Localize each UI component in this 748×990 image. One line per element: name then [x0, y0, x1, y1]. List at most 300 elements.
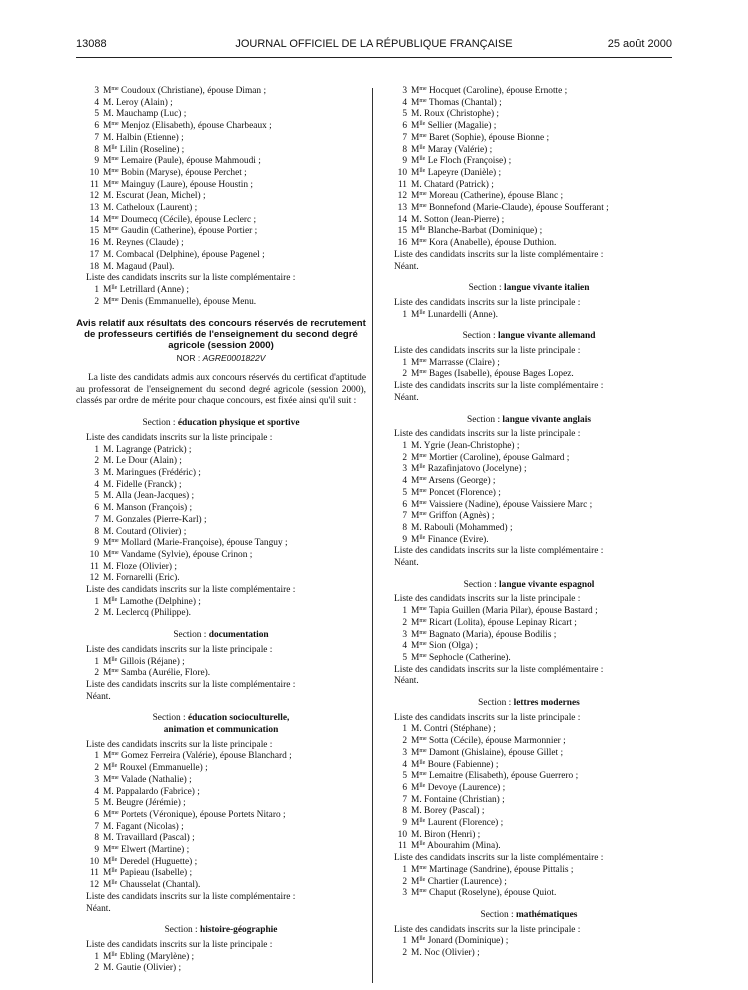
rank-number: 8: [402, 522, 407, 533]
civility-suffix: lle: [419, 464, 426, 471]
complementary-list-heading: Liste des candidats inscrits sur la liste complémentaire :: [394, 853, 604, 864]
complementary-list-heading: Liste des candidats inscrits sur la liste complémentaire :: [86, 891, 296, 902]
intro-paragraph: La liste des candidats admis aux concours réservés du certificat d'aptitude au professorat de l'enseignement du second degré agricole (session 2000), classés par ordre de mérite pour chaque concours, est fixée ainsi qu'il suit :: [76, 373, 366, 407]
candidate-row: [76, 262, 366, 274]
civility: M: [411, 452, 420, 463]
civility: M.: [103, 491, 114, 502]
candidate-name: Lamothe (Delphine) ;: [119, 596, 201, 607]
candidate-name: Sion (Olga) ;: [429, 641, 478, 652]
civility-suffix: me: [419, 606, 427, 613]
candidate-name: Escurat (Jean, Michel) ;: [116, 191, 206, 202]
candidate-row: [384, 618, 674, 630]
candidate-row: [76, 751, 366, 763]
section-label: Section :: [468, 283, 502, 294]
candidate-row: [384, 724, 674, 736]
candidate-row: [76, 668, 366, 680]
rank-number: 6: [94, 503, 99, 514]
neant-text: Néant.: [394, 261, 419, 272]
civility: M: [411, 226, 420, 237]
candidate-row: [384, 511, 674, 523]
candidate-name: Halbin (Etienne) ;: [116, 132, 184, 143]
civility: M: [103, 284, 112, 295]
main-list-heading: Liste des candidats inscrits sur la liste principale :: [394, 297, 581, 308]
candidate-name: Samba (Aurélie, Flore).: [121, 668, 211, 679]
civility: M.: [103, 97, 114, 108]
candidate-name: Denis (Emmanuelle), épouse Menu.: [121, 296, 257, 307]
civility: M.: [103, 109, 114, 120]
candidate-row: [384, 936, 674, 948]
civility: M: [411, 132, 420, 143]
rank-number: 2: [402, 876, 407, 887]
section-heading: [76, 713, 366, 736]
candidate-name: Lemaitre (Elisabeth), épouse Guerrero ;: [429, 771, 579, 782]
civility: M: [103, 144, 112, 155]
main-list-heading: Liste des candidats inscrits sur la liste principale :: [86, 739, 273, 750]
rank-number: 4: [402, 476, 407, 487]
candidate-row: [76, 538, 366, 550]
civility-suffix: me: [419, 499, 427, 506]
candidate-name: Biron (Henri) ;: [424, 829, 481, 840]
rank-number: 4: [94, 97, 99, 108]
rank-number: 4: [94, 479, 99, 490]
page-number: 13088: [76, 38, 107, 50]
rank-number: 6: [402, 121, 407, 132]
civility: M.: [103, 503, 114, 514]
rank-number: 6: [94, 809, 99, 820]
complementary-row: [384, 865, 674, 877]
civility: M: [411, 841, 420, 852]
section-label: Section :: [164, 925, 198, 936]
candidate-name: Lagrange (Patrick) ;: [116, 444, 192, 455]
candidate-row: [384, 523, 674, 535]
candidate-row: [384, 203, 674, 215]
rank-number: 13: [397, 203, 407, 214]
section-heading: [384, 331, 674, 343]
civility-suffix: me: [419, 191, 427, 198]
civility: M.: [103, 786, 114, 797]
civility: M: [411, 629, 420, 640]
civility: M: [103, 167, 112, 178]
civility: M: [411, 156, 420, 167]
civility: M.: [103, 561, 114, 572]
main-list-heading: Liste des candidats inscrits sur la liste principale :: [394, 712, 581, 723]
candidate-row: [384, 238, 674, 250]
candidate-name: Boure (Fabienne) ;: [427, 759, 499, 770]
rank-number: 5: [402, 652, 407, 663]
rank-number: 12: [397, 191, 407, 202]
civility-suffix: lle: [419, 121, 426, 128]
candidate-name: Blanche-Barbat (Dominique) ;: [427, 226, 543, 237]
notice-title: Avis relatif aux résultats des concours réservés de recrutement de professeurs certifiés de l'enseignement du second degré agricole (session 2000): [76, 318, 366, 352]
candidate-name: Marrasse (Claire) ;: [429, 357, 500, 368]
candidate-row: [76, 822, 366, 834]
candidate-name: Chatard (Patrick) ;: [424, 179, 494, 190]
candidate-row: [76, 775, 366, 787]
civility-suffix: me: [419, 132, 427, 139]
candidate-name: Elwert (Martine) ;: [121, 845, 190, 856]
civility-suffix: me: [111, 86, 119, 92]
candidate-row: [384, 441, 674, 453]
section-heading: [384, 283, 674, 295]
civility: M: [103, 809, 112, 820]
civility-suffix: me: [419, 652, 427, 659]
candidate-row: [384, 736, 674, 748]
candidate-row: [76, 787, 366, 799]
candidate-row: [76, 798, 366, 810]
rank-number: 5: [402, 109, 407, 120]
rank-number: 14: [89, 214, 99, 225]
civility-suffix: lle: [111, 763, 118, 770]
civility: M: [411, 771, 420, 782]
civility: M: [411, 511, 420, 522]
candidate-row: [76, 180, 366, 192]
civility: M: [103, 868, 112, 879]
complementary-list-heading: Liste des candidats inscrits sur la liste complémentaire :: [394, 249, 604, 260]
candidate-name: Maringues (Frédéric) ;: [116, 467, 201, 478]
civility: M: [103, 774, 112, 785]
candidate-name: Gillois (Réjane) ;: [119, 656, 185, 667]
section-name: mathématiques: [515, 910, 578, 920]
candidate-row: [76, 527, 366, 539]
main-list-heading: Liste des candidats inscrits sur la liste principale :: [86, 432, 273, 443]
nor-code: AGRE0001822V: [202, 353, 266, 364]
civility: M.: [103, 444, 114, 455]
complementary-list-heading: Liste des candidats inscrits sur la liste complémentaire :: [394, 546, 604, 557]
civility: M: [411, 818, 420, 829]
candidate-name: Le Dour (Alain) ;: [116, 456, 182, 467]
civility-suffix: me: [111, 179, 119, 186]
candidate-name: Tapia Guillen (Maria Pilar), épouse Bastard ;: [428, 606, 598, 617]
candidate-row: [384, 806, 674, 818]
civility: M: [103, 668, 112, 679]
civility: M: [411, 747, 420, 758]
civility: M: [411, 759, 420, 770]
civility-suffix: lle: [419, 782, 426, 789]
civility-suffix: me: [111, 751, 119, 758]
candidate-row: [384, 653, 674, 665]
rank-number: 7: [402, 794, 407, 805]
civility-suffix: me: [419, 452, 427, 459]
candidate-name: Valade (Nathalie) ;: [120, 774, 192, 785]
civility-suffix: lle: [419, 876, 426, 883]
civility: M.: [103, 573, 114, 584]
civility: M: [411, 369, 420, 380]
civility: M: [103, 156, 112, 167]
rank-number: 1: [94, 444, 99, 455]
candidate-row: [384, 98, 674, 110]
candidate-row: [76, 86, 366, 98]
candidate-row: [76, 573, 366, 585]
civility-suffix: me: [419, 238, 427, 245]
section-label: Section :: [152, 713, 186, 724]
civility-suffix: me: [111, 538, 119, 545]
rank-number: 7: [402, 132, 407, 143]
civility-suffix: me: [419, 97, 427, 104]
candidate-name: Gonzales (Pierre-Karl) ;: [116, 514, 207, 525]
candidate-name: Chartier (Laurence) ;: [427, 876, 507, 887]
rank-number: 3: [402, 464, 407, 475]
candidate-name: Papieau (Isabelle) ;: [119, 868, 193, 879]
civility-suffix: me: [419, 86, 427, 92]
rank-number: 2: [402, 617, 407, 628]
neant-text: Néant.: [394, 392, 419, 403]
civility-suffix: lle: [111, 856, 118, 863]
civility: M: [103, 179, 112, 190]
civility: M.: [411, 214, 422, 225]
rank-number: 1: [402, 606, 407, 617]
candidate-row: [76, 952, 366, 964]
candidate-name: Griffon (Agnès) ;: [429, 511, 495, 522]
main-list-heading: Liste des candidats inscrits sur la liste principale :: [394, 924, 581, 935]
candidate-name: Pappalardo (Fabrice) ;: [116, 786, 200, 797]
civility: M: [411, 617, 420, 628]
candidate-name: Leroy (Alain) ;: [116, 97, 173, 108]
rank-number: 5: [402, 487, 407, 498]
candidate-row: [384, 535, 674, 547]
candidate-name: Reynes (Claude) ;: [116, 238, 184, 249]
civility: M.: [103, 261, 114, 272]
candidate-row: [384, 500, 674, 512]
civility: M.: [411, 829, 422, 840]
civility-suffix: me: [419, 641, 427, 648]
civility-suffix: me: [419, 771, 427, 778]
rank-number: 17: [89, 249, 99, 260]
civility-suffix: me: [111, 296, 119, 303]
section-heading: [76, 925, 366, 937]
civility: M.: [103, 467, 114, 478]
civility: M: [411, 888, 420, 899]
rank-number: 1: [402, 440, 407, 451]
candidate-row: [384, 771, 674, 783]
candidate-row: [76, 491, 366, 503]
candidate-name: Gomez Ferreira (Valérie), épouse Blanchard ;: [121, 751, 292, 762]
section-name: langue vivante italien: [504, 283, 590, 294]
civility: M.: [103, 132, 114, 143]
rank-number: 9: [402, 156, 407, 167]
candidate-row: [384, 630, 674, 642]
civility: M: [411, 641, 420, 652]
civility-suffix: me: [419, 736, 427, 743]
civility-suffix: me: [419, 203, 427, 210]
civility: M: [103, 845, 112, 856]
main-list-heading: Liste des candidats inscrits sur la liste principale :: [86, 644, 273, 655]
rank-number: 6: [94, 121, 99, 132]
civility-suffix: lle: [111, 951, 118, 958]
rank-number: 4: [402, 759, 407, 770]
candidate-name: Deredel (Huguette) ;: [119, 856, 198, 867]
civility: M: [411, 97, 420, 108]
civility: M: [103, 596, 112, 607]
rank-number: 3: [94, 467, 99, 478]
candidate-row: [76, 810, 366, 822]
complementary-row: [76, 297, 366, 309]
candidate-name: Chausselat (Chantal).: [119, 880, 201, 891]
candidate-name: Leclercq (Philippe).: [116, 608, 191, 619]
rank-number: 4: [94, 786, 99, 797]
civility-suffix: me: [419, 511, 427, 518]
candidate-name: Sotta (Cécile), épouse Marmonnier ;: [429, 736, 566, 747]
candidate-name: Bonnefond (Marie-Claude), épouse Soufferant ;: [429, 203, 609, 214]
candidate-name: Catheloux (Laurent) ;: [116, 203, 198, 214]
section-name: éducation socioculturelle,: [188, 713, 290, 724]
rank-number: 16: [89, 238, 99, 249]
section-heading: [384, 580, 674, 592]
candidate-name: Travaillard (Pascal) ;: [115, 833, 195, 844]
candidate-row: [76, 550, 366, 562]
candidate-row: [384, 818, 674, 830]
rank-number: 8: [94, 833, 99, 844]
rank-number: 11: [89, 868, 99, 879]
candidate-row: [384, 215, 674, 227]
civility-suffix: me: [419, 888, 427, 895]
candidate-name: Roux (Christophe) ;: [424, 109, 500, 120]
civility: M: [103, 226, 112, 237]
candidate-row: [76, 868, 366, 880]
candidate-name: Letrillard (Anne) ;: [119, 284, 189, 295]
candidate-name: Fidelle (Franck) ;: [116, 479, 182, 490]
civility: M: [103, 121, 112, 132]
civility: M: [411, 203, 420, 214]
civility: M.: [103, 249, 114, 260]
civility-suffix: lle: [419, 144, 426, 151]
rank-number: 7: [94, 821, 99, 832]
rank-number: 6: [402, 782, 407, 793]
nor-label: NOR :: [176, 353, 201, 364]
candidate-name: Gaudin (Catherine), épouse Portier ;: [121, 226, 258, 237]
candidate-name: Damont (Ghislaine), épouse Gillet ;: [429, 747, 564, 758]
candidate-row: [384, 795, 674, 807]
candidate-name: Fornarelli (Eric).: [116, 573, 180, 584]
civility-suffix: me: [419, 747, 427, 754]
civility: M.: [103, 833, 114, 844]
rank-number: 3: [402, 86, 407, 96]
civility: M.: [103, 203, 114, 214]
rank-number: 11: [397, 841, 407, 852]
civility-suffix: me: [419, 476, 427, 483]
candidate-name: Manson (François) ;: [116, 503, 193, 514]
civility: M.: [411, 794, 422, 805]
civility-suffix: lle: [111, 656, 118, 663]
candidate-row: [76, 456, 366, 468]
civility-suffix: lle: [111, 284, 118, 291]
rank-number: 2: [402, 369, 407, 380]
civility: M: [411, 876, 420, 887]
civility-suffix: lle: [111, 868, 118, 875]
candidate-row: [384, 133, 674, 145]
rank-number: 18: [89, 261, 99, 272]
candidate-row: [384, 641, 674, 653]
candidate-name: Martinage (Sandrine), épouse Pittalis ;: [429, 864, 574, 875]
rank-number: 10: [397, 167, 407, 178]
candidate-name: Kora (Anabelle), épouse Duthion.: [429, 238, 557, 249]
candidate-name: Razafinjatovo (Jocelyne) ;: [427, 464, 527, 475]
civility: M: [411, 464, 420, 475]
civility-suffix: lle: [419, 759, 426, 766]
civility-suffix: me: [419, 369, 427, 376]
rank-number: 7: [94, 514, 99, 525]
candidate-row: [76, 133, 366, 145]
candidate-row: [384, 156, 674, 168]
civility: M: [103, 880, 112, 891]
section-label: Section :: [467, 414, 501, 425]
complementary-row: [384, 888, 674, 900]
candidate-name: Doumecq (Cécile), épouse Leclerc ;: [121, 214, 257, 225]
rank-number: 2: [94, 963, 99, 974]
candidate-name: Bages (Isabelle), épouse Bages Lopez.: [429, 369, 574, 380]
civility: M.: [103, 238, 114, 249]
section-name: langue vivante anglais: [502, 414, 591, 425]
section-label: Section :: [173, 630, 207, 641]
rank-number: 11: [89, 561, 99, 572]
civility: M: [411, 191, 420, 202]
rank-number: 8: [402, 144, 407, 155]
candidate-row: [384, 191, 674, 203]
candidate-row: [384, 226, 674, 238]
candidate-name: Ebling (Marylène) ;: [119, 951, 195, 962]
civility: M.: [103, 608, 114, 619]
rank-number: 1: [402, 936, 407, 947]
rank-number: 2: [94, 608, 99, 619]
rank-number: 12: [89, 573, 99, 584]
candidate-row: [384, 464, 674, 476]
civility-suffix: lle: [419, 156, 426, 163]
candidate-name: Hocquet (Caroline), épouse Ernotte ;: [429, 86, 568, 96]
candidate-row: [76, 657, 366, 669]
rank-number: 3: [94, 774, 99, 785]
section-heading: [76, 630, 366, 642]
rank-number: 10: [89, 167, 99, 178]
section-label: Section :: [462, 331, 496, 342]
civility: M: [103, 856, 112, 867]
candidate-row: [76, 845, 366, 857]
candidate-row: [384, 86, 674, 98]
candidate-row: [76, 168, 366, 180]
rank-number: 8: [94, 144, 99, 155]
rank-number: 9: [94, 845, 99, 856]
candidate-row: [384, 606, 674, 618]
civility: M: [103, 763, 112, 774]
candidate-name: Sellier (Magalie) ;: [427, 121, 497, 132]
civility: M.: [103, 514, 114, 525]
civility: M: [103, 951, 112, 962]
candidate-name: Portets (Véronique), épouse Portets Nitaro ;: [121, 809, 286, 820]
rank-number: 7: [94, 132, 99, 143]
civility: M: [411, 782, 420, 793]
candidate-name: Laurent (Florence) ;: [427, 818, 504, 829]
candidate-name: Fontaine (Christian) ;: [424, 794, 505, 805]
civility: M: [411, 144, 420, 155]
candidate-name: Mainguy (Laure), épouse Houstin ;: [121, 179, 254, 190]
candidate-name: Combacal (Delphine), épouse Pagenel ;: [116, 249, 265, 260]
civility: M: [411, 238, 420, 249]
candidate-row: [76, 880, 366, 892]
candidate-name: Mauchamp (Luc) ;: [116, 109, 187, 120]
civility-suffix: lle: [419, 534, 426, 541]
candidate-name: Abourahim (Mina).: [427, 841, 501, 852]
neant-text: Néant.: [86, 691, 111, 702]
candidate-name: Vaissiere (Nadine), épouse Vaissiere Marc ;: [428, 499, 593, 510]
complementary-row: [76, 597, 366, 609]
candidate-row: [76, 98, 366, 110]
civility: M.: [411, 522, 422, 533]
candidate-row: [76, 515, 366, 527]
civility: M.: [103, 526, 114, 537]
civility: M.: [103, 821, 114, 832]
rank-number: 8: [402, 806, 407, 817]
candidate-name: Le Floch (Françoise) ;: [427, 156, 512, 167]
civility-suffix: me: [419, 864, 427, 871]
header-rule: [76, 57, 672, 58]
